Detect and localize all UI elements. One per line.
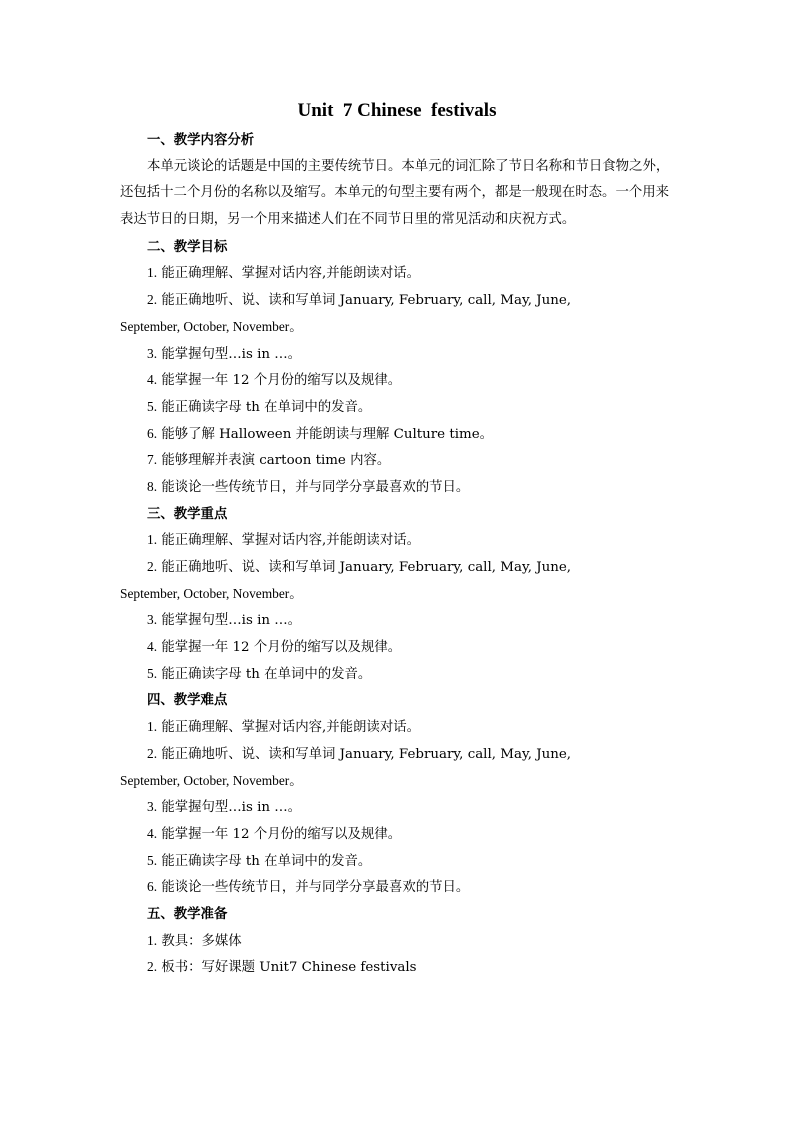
item-text: 能正确读字母 th 在单词中的发音。	[161, 666, 372, 682]
item-number: 2.	[147, 959, 158, 975]
item-text: 教具：多媒体	[161, 933, 242, 949]
list-item	[120, 554, 680, 581]
item-text: 能正确地听、说、读和写单词 January, February, call, May, June,	[161, 293, 572, 309]
item-text: 能正确理解、掌握对话内容,并能朗读对话。	[161, 266, 420, 282]
item-number: 1.	[147, 265, 158, 281]
item-number: 1.	[147, 719, 158, 735]
list-item	[120, 421, 680, 448]
item-text: 能掌握一年 12 个月份的缩写以及规律。	[161, 826, 402, 842]
item-number: 2.	[147, 292, 158, 308]
item-text: 能正确读字母 th 在单词中的发音。	[161, 399, 372, 415]
list-item	[120, 794, 680, 821]
item-text: 能正确读字母 th 在单词中的发音。	[161, 853, 372, 869]
item-text: 能正确理解、掌握对话内容,并能朗读对话。	[161, 720, 420, 736]
section-heading-objectives: 二、教学目标	[147, 238, 228, 255]
item-text: 能掌握一年 12 个月份的缩写以及规律。	[161, 640, 402, 656]
item-number: 5.	[147, 665, 158, 681]
item-number: 3.	[147, 612, 158, 628]
item-number: 4.	[147, 372, 158, 388]
list-item	[120, 634, 680, 661]
list-item	[120, 367, 680, 394]
item-number: 7.	[147, 452, 158, 468]
list-item	[120, 260, 680, 287]
list-item	[120, 661, 680, 688]
list-item	[120, 341, 680, 368]
item-text: 能掌握一年 12 个月份的缩写以及规律。	[161, 373, 402, 389]
list-item	[120, 874, 680, 901]
list-item	[120, 394, 680, 421]
list-item	[120, 928, 680, 955]
item-number: 2.	[147, 745, 158, 761]
item-number: 1.	[147, 932, 158, 948]
item-number: 5.	[147, 852, 158, 868]
item-number: 8.	[147, 478, 158, 494]
item-number: 2.	[147, 559, 158, 575]
section-heading-content-analysis: 一、教学内容分析	[147, 132, 255, 148]
item-number: 4.	[147, 825, 158, 841]
item-number: 4.	[147, 639, 158, 655]
list-item	[120, 848, 680, 875]
document-title: Unit 7 Chinese festivals	[297, 100, 497, 121]
list-item-continuation: September, October, November。	[120, 318, 303, 334]
list-item	[120, 741, 680, 768]
item-text: 能够理解并表演 cartoon time 内容。	[161, 453, 391, 469]
item-number: 1.	[147, 532, 158, 548]
item-text: 能掌握句型…is in …。	[161, 800, 302, 816]
item-text: 能够了解 Halloween 并能朗读与理解 Culture time。	[161, 426, 494, 442]
list-item	[120, 287, 680, 314]
item-number: 3.	[147, 345, 158, 361]
item-text: 能正确地听、说、读和写单词 January, February, call, May, June,	[161, 746, 572, 762]
item-text: 能掌握句型…is in …。	[161, 613, 302, 629]
item-text: 能正确理解、掌握对话内容,并能朗读对话。	[161, 533, 420, 549]
document-body	[120, 127, 680, 981]
list-item	[120, 447, 680, 474]
section-heading-difficulties: 四、教学难点	[147, 692, 228, 709]
list-item	[120, 527, 680, 554]
item-text: 板书：写好课题 Unit7 Chinese festivals	[161, 960, 417, 976]
list-item	[120, 714, 680, 741]
list-item	[120, 821, 680, 848]
item-number: 6.	[147, 879, 158, 895]
list-item	[120, 607, 680, 634]
list-item-continuation: September, October, November。	[120, 585, 303, 601]
list-item	[120, 474, 680, 501]
item-number: 5.	[147, 398, 158, 414]
section-heading-preparation: 五、教学准备	[147, 905, 228, 922]
list-item	[120, 954, 680, 981]
item-number: 3.	[147, 799, 158, 815]
item-text: 能正确地听、说、读和写单词 January, February, call, May, June,	[161, 560, 572, 576]
section-paragraph-content-analysis: 本单元谈论的话题是中国的主要传统节日。本单元的词汇除了节日名称和节日食物之外，还包括十二个月份的名称以及缩写。本单元的句型主要有两个，都是一般现在时态。一个用来表达节日的日期，另一个用来描述人们在不同节日里的常见活动和庆祝方式。	[120, 158, 670, 228]
item-text: 能谈论一些传统节日，并与同学分享最喜欢的节日。	[161, 479, 470, 495]
section-heading-key-points: 三、教学重点	[147, 505, 228, 522]
item-number: 6.	[147, 425, 158, 441]
item-text: 能掌握句型…is in …。	[161, 346, 302, 362]
item-text: 能谈论一些传统节日，并与同学分享最喜欢的节日。	[161, 880, 470, 896]
list-item-continuation: September, October, November。	[120, 772, 303, 788]
